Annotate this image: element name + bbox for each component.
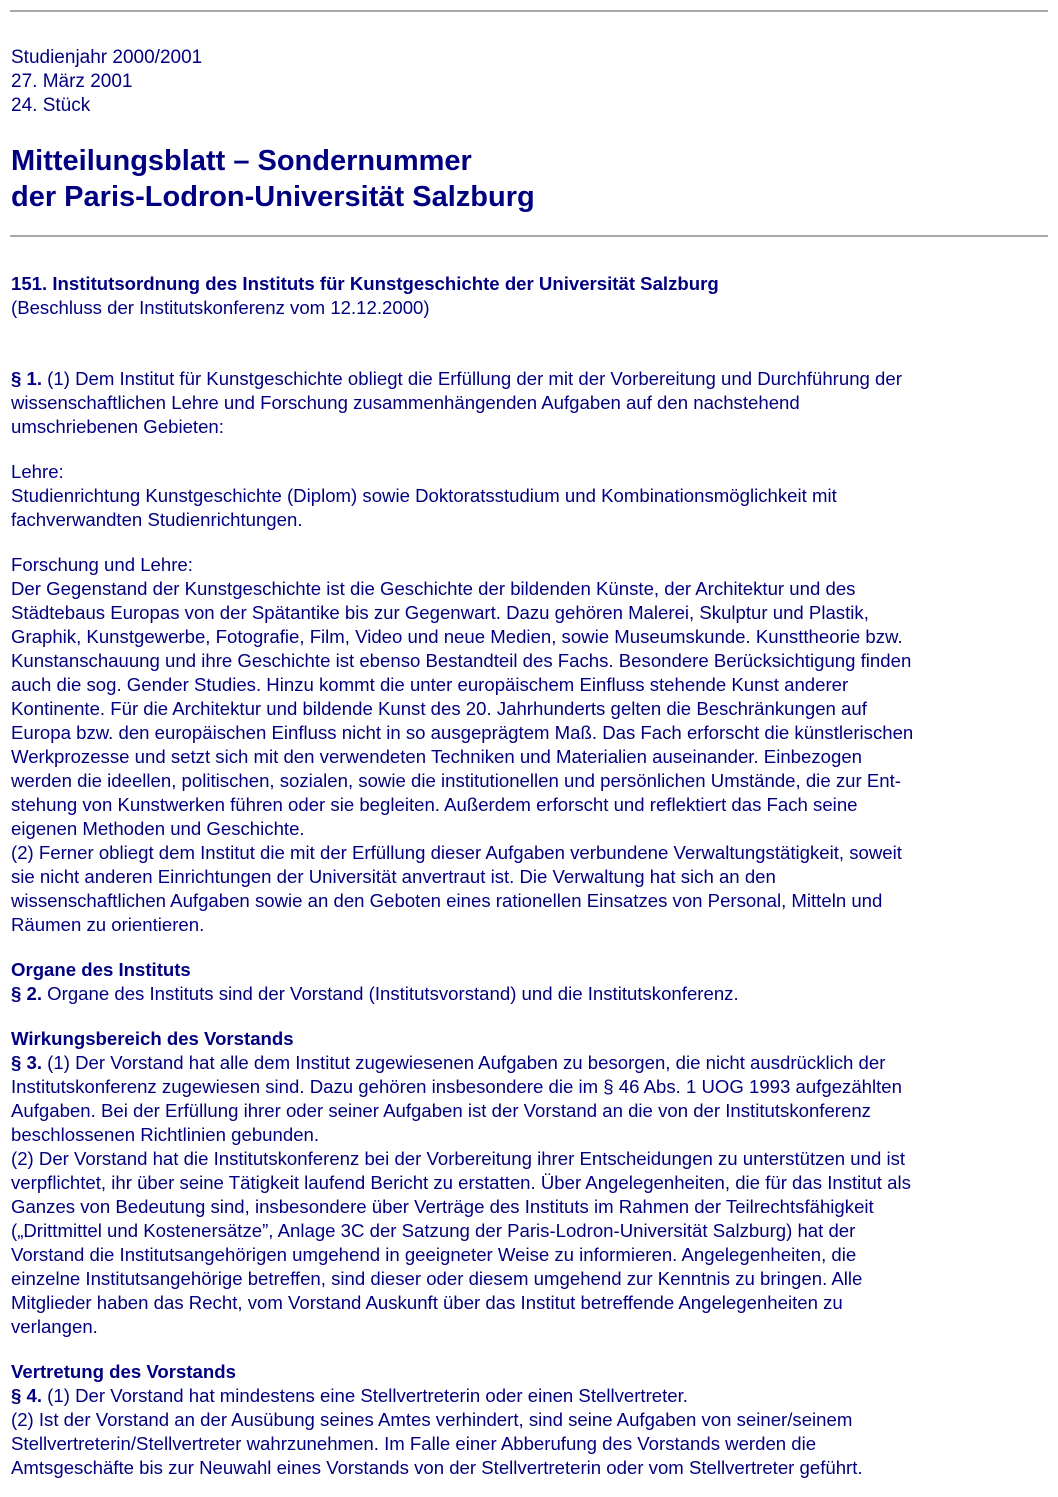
text-line: werden die ideellen, politischen, sozialen, sowie die institutionellen und persönlichen Umstände, die zur Ent-: [11, 770, 901, 791]
text-line: Ganzes von Bedeutung sind, insbesondere über Verträge des Instituts im Rahmen der Teilrechtsfähigkeit: [11, 1196, 874, 1217]
top-rule: [10, 10, 1048, 12]
text-line: Europa bzw. den europäischen Einfluss nicht in so ausgeprägtem Maß. Das Fach erforscht die künstlerischen: [11, 722, 914, 743]
page-title: [11, 143, 535, 215]
text-line: verlangen.: [11, 1316, 98, 1337]
text-line: einzelne Institutsangehörige betreffen, sind dieser oder diesem umgehend zur Kenntnis zu bringen. Alle: [11, 1268, 863, 1289]
text-line: auch die sog. Gender Studies. Hinzu kommt die unter europäischem Einfluss stehende Kunst anderer: [11, 674, 849, 695]
text-line: § 1. (1) Dem Institut für Kunstgeschichte obliegt die Erfüllung der mit der Vorbereitung und Durchführung der: [11, 368, 902, 389]
text-line: (2) Ist der Vorstand an der Ausübung seines Amtes verhindert, sind seine Aufgaben von seiner/seinem: [11, 1409, 853, 1430]
text-line: Werkprozesse und setzt sich mit den verwendeten Techniken und Materialien auseinander. Einbezogen: [11, 746, 863, 767]
issue-number: 24. Stück: [11, 95, 91, 116]
text-line: Aufgaben. Bei der Erfüllung ihrer oder seiner Aufgaben ist der Vorstand an die von der Institutskonferenz: [11, 1100, 871, 1121]
text-line: Räumen zu orientieren.: [11, 914, 205, 935]
paragraph-mark: § 4.: [11, 1385, 43, 1406]
title-rule: [10, 235, 1048, 237]
text-line: Institutskonferenz zugewiesen sind. Dazu gehören insbesondere die im § 46 Abs. 1 UOG 1993 aufgezählten: [11, 1076, 902, 1097]
text-line: Kunstanschauung und ihre Geschichte ist ebenso Bestandteil des Fachs. Besondere Berücksichtigung finden: [11, 650, 912, 671]
text-line: Der Gegenstand der Kunstgeschichte ist die Geschichte der bildenden Künste, der Architektur und des: [11, 578, 856, 599]
text-line: wissenschaftlichen Lehre und Forschung zusammenhängenden Aufgaben auf den nachstehend: [11, 392, 800, 413]
paragraph-mark: § 2.: [11, 983, 43, 1004]
text-line: umschriebenen Gebieten:: [11, 416, 224, 437]
text-line: wissenschaftlichen Aufgaben sowie an den Geboten eines rationellen Einsatzes von Personal, Mitteln und: [11, 890, 883, 911]
text-line: beschlossenen Richtlinien gebunden.: [11, 1124, 320, 1145]
text-line: fachverwandten Studienrichtungen.: [11, 509, 303, 530]
document-subheading: (Beschluss der Institutskonferenz vom 12.12.2000): [11, 297, 430, 318]
text-line: stehung von Kunstwerken führen oder sie begleiten. Außerdem erforscht und reflektiert das Fach seine: [11, 794, 858, 815]
text-line: Mitglieder haben das Recht, vom Vorstand Auskunft über das Institut betreffende Angelegenheiten zu: [11, 1292, 843, 1313]
academic-year: Studienjahr 2000/2001: [11, 47, 203, 68]
text-line: sie nicht anderen Einrichtungen der Universität anvertraut ist. Die Verwaltung hat sich an den: [11, 866, 776, 887]
text-line: § 2. Organe des Instituts sind der Vorstand (Institutsvorstand) und die Institutskonferenz.: [11, 983, 739, 1004]
text-line: Stellvertreterin/Stellvertreter wahrzunehmen. Im Falle einer Abberufung des Vorstands werden die: [11, 1433, 817, 1454]
text-line: Amtsgeschäfte bis zur Neuwahl eines Vorstands von der Stellvertreterin oder vom Stellvertreter geführt.: [11, 1457, 863, 1478]
text-line: verpflichtet, ihr über seine Tätigkeit laufend Bericht zu erstatten. Über Angelegenheiten, die für das Institut als: [11, 1172, 911, 1193]
text-line: Kontinente. Für die Architektur und bildende Kunst des 20. Jahrhunderts gelten die Beschränkungen auf: [11, 698, 867, 719]
paragraph-mark: § 1.: [11, 368, 43, 389]
text-line: eigenen Methoden und Geschichte.: [11, 818, 305, 839]
paragraph-mark: § 3.: [11, 1052, 43, 1073]
section-heading: Wirkungsbereich des Vorstands: [11, 1028, 294, 1049]
text-line: Studienrichtung Kunstgeschichte (Diplom) sowie Doktoratsstudium und Kombinationsmöglichkeit mit: [11, 485, 837, 506]
title-line-2: der Paris-Lodron-Universität Salzburg: [11, 181, 535, 213]
title-line-1: Mitteilungsblatt – Sondernummer: [11, 145, 472, 177]
issue-date: 27. März 2001: [11, 71, 133, 92]
section-heading: Organe des Instituts: [11, 959, 191, 980]
text-line: Städtebaus Europas von der Spätantike bis zur Gegenwart. Dazu gehören Malerei, Skulptur und Plastik,: [11, 602, 869, 623]
text-line: § 4. (1) Der Vorstand hat mindestens eine Stellvertreterin oder einen Stellvertreter.: [11, 1385, 688, 1406]
text-line: Graphik, Kunstgewerbe, Fotografie, Film, Video und neue Medien, sowie Museumskunde. Kunsttheorie bzw.: [11, 626, 903, 647]
text-line: Vorstand die Institutsangehörigen umgehend in geeigneter Weise zu informieren. Angelegenheiten, die: [11, 1244, 857, 1265]
text-line: („Drittmittel und Kostenersätze”, Anlage 3C der Satzung der Paris-Lodron-Universität Salzburg) hat der: [11, 1220, 856, 1241]
section-heading: Vertretung des Vorstands: [11, 1361, 236, 1382]
text-line: § 3. (1) Der Vorstand hat alle dem Institut zugewiesenen Aufgaben zu besorgen, die nicht ausdrücklich der: [11, 1052, 886, 1073]
document-heading: 151. Institutsordnung des Instituts für Kunstgeschichte der Universität Salzburg: [11, 273, 719, 294]
text-line: (2) Ferner obliegt dem Institut die mit der Erfüllung dieser Aufgaben verbundene Verwaltungstätigkeit, soweit: [11, 842, 902, 863]
lehre-label: Lehre:: [11, 461, 64, 482]
text-line: (2) Der Vorstand hat die Institutskonferenz bei der Vorbereitung ihrer Entscheidungen zu unterstützen und ist: [11, 1148, 906, 1169]
forschung-label: Forschung und Lehre:: [11, 554, 193, 575]
